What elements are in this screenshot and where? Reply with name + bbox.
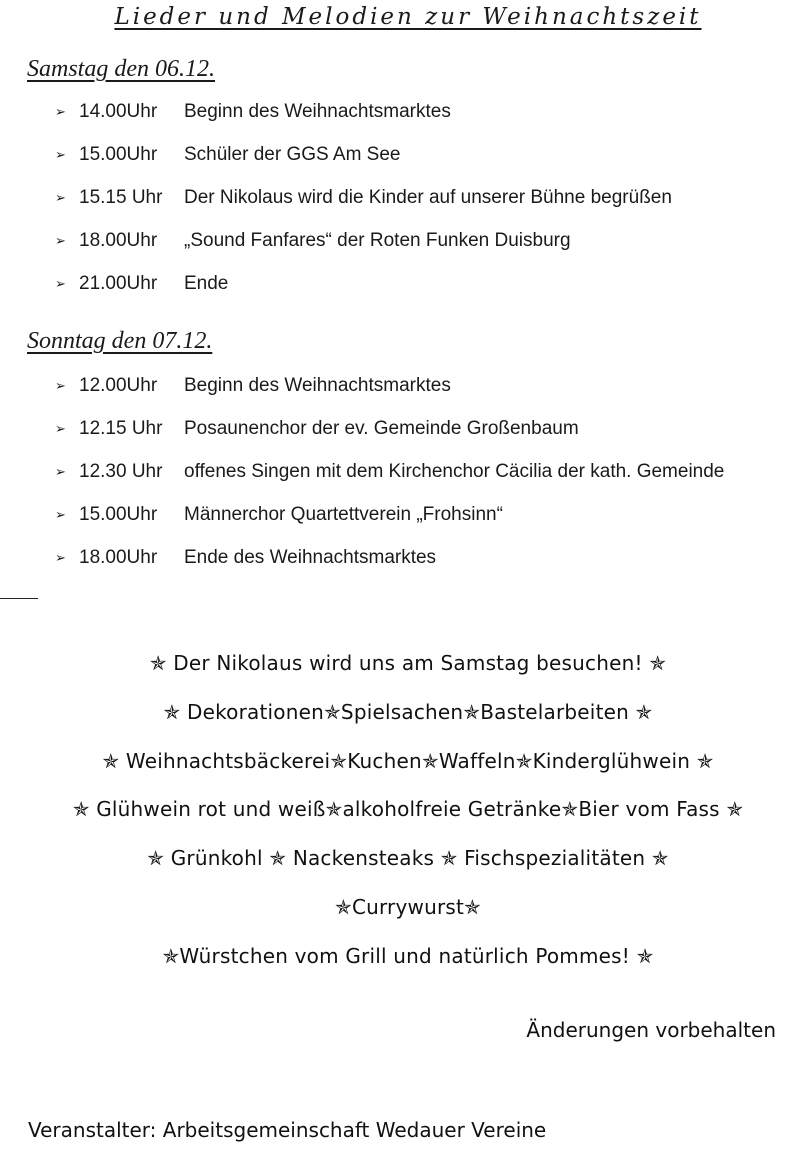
- schedule-item: [55, 364, 724, 407]
- schedule-item: [55, 493, 724, 536]
- event-description: Beginn des Weihnachtsmarktes: [184, 100, 451, 122]
- event-time: 14.00Uhr: [79, 100, 158, 122]
- highlight-line: ✯ Der Nikolaus wird uns am Samstag besuchen! ✯: [149, 651, 667, 675]
- arrow-bullet-icon: ➢: [55, 549, 66, 565]
- schedule-item: [55, 176, 672, 219]
- event-time: 21.00Uhr: [79, 272, 158, 294]
- highlight-line: ✯ Dekorationen✯Spielsachen✯Bastelarbeiten ✯: [163, 699, 653, 724]
- page-title: Lieder und Melodien zur Weihnachtszeit: [114, 4, 702, 30]
- event-time: 12.30 Uhr: [79, 460, 163, 482]
- event-time: 12.00Uhr: [79, 374, 158, 396]
- event-time: 15.15 Uhr: [79, 186, 163, 208]
- arrow-bullet-icon: ➢: [55, 275, 66, 291]
- arrow-bullet-icon: ➢: [55, 506, 66, 522]
- schedule-item: [55, 133, 672, 176]
- changes-note: Änderungen vorbehalten: [526, 1018, 776, 1042]
- event-time: 15.00Uhr: [79, 143, 158, 165]
- event-description: Ende: [184, 272, 229, 294]
- schedule-item: [55, 407, 724, 450]
- arrow-bullet-icon: ➢: [55, 232, 66, 248]
- highlight-line: ✯ Weihnachtsbäckerei✯Kuchen✯Waffeln✯Kinderglühwein ✯: [102, 748, 714, 773]
- schedule-saturday: [55, 90, 672, 305]
- arrow-bullet-icon: ➢: [55, 146, 66, 162]
- arrow-bullet-icon: ➢: [55, 463, 66, 479]
- arrow-bullet-icon: ➢: [55, 189, 66, 205]
- schedule-item: [55, 450, 724, 493]
- highlight-line: ✯ Grünkohl ✯ Nackensteaks ✯ Fischspezialitäten ✯: [147, 846, 669, 871]
- schedule-item: [55, 262, 672, 305]
- event-time: 12.15 Uhr: [79, 417, 163, 439]
- organizer-line: Veranstalter: Arbeitsgemeinschaft Wedauer Vereine: [28, 1118, 547, 1142]
- highlight-line: ✯Würstchen vom Grill und natürlich Pommes! ✯: [162, 943, 654, 968]
- event-description: Männerchor Quartettverein „Frohsinn“: [184, 503, 503, 525]
- event-description: Der Nikolaus wird die Kinder auf unserer Bühne begrüßen: [184, 186, 672, 208]
- event-description: Schüler der GGS Am See: [184, 143, 401, 165]
- event-description: offenes Singen mit dem Kirchenchor Cäcilia der kath. Gemeinde: [184, 460, 725, 482]
- event-time: 18.00Uhr: [79, 546, 158, 568]
- day-heading-sunday: Sonntag den 07.12.: [27, 328, 213, 354]
- event-time: 15.00Uhr: [79, 503, 158, 525]
- event-time: 18.00Uhr: [79, 229, 158, 251]
- day-heading-saturday: Samstag den 06.12.: [27, 56, 215, 82]
- schedule-item: [55, 536, 724, 579]
- highlights-list: [0, 640, 800, 982]
- schedule-item: [55, 90, 672, 133]
- schedule-item: [55, 219, 672, 262]
- event-description: Beginn des Weihnachtsmarktes: [184, 374, 451, 396]
- highlight-line: ✯ Glühwein rot und weiß✯alkoholfreie Getränke✯Bier vom Fass ✯: [72, 797, 744, 822]
- highlight-line: ✯Currywurst✯: [334, 894, 481, 919]
- divider: [0, 598, 38, 599]
- event-description: „Sound Fanfares“ der Roten Funken Duisburg: [184, 229, 571, 251]
- arrow-bullet-icon: ➢: [55, 103, 66, 119]
- arrow-bullet-icon: ➢: [55, 377, 66, 393]
- event-description: Ende des Weihnachtsmarktes: [184, 546, 437, 568]
- arrow-bullet-icon: ➢: [55, 420, 66, 436]
- event-description: Posaunenchor der ev. Gemeinde Großenbaum: [184, 417, 579, 439]
- schedule-sunday: [55, 364, 724, 579]
